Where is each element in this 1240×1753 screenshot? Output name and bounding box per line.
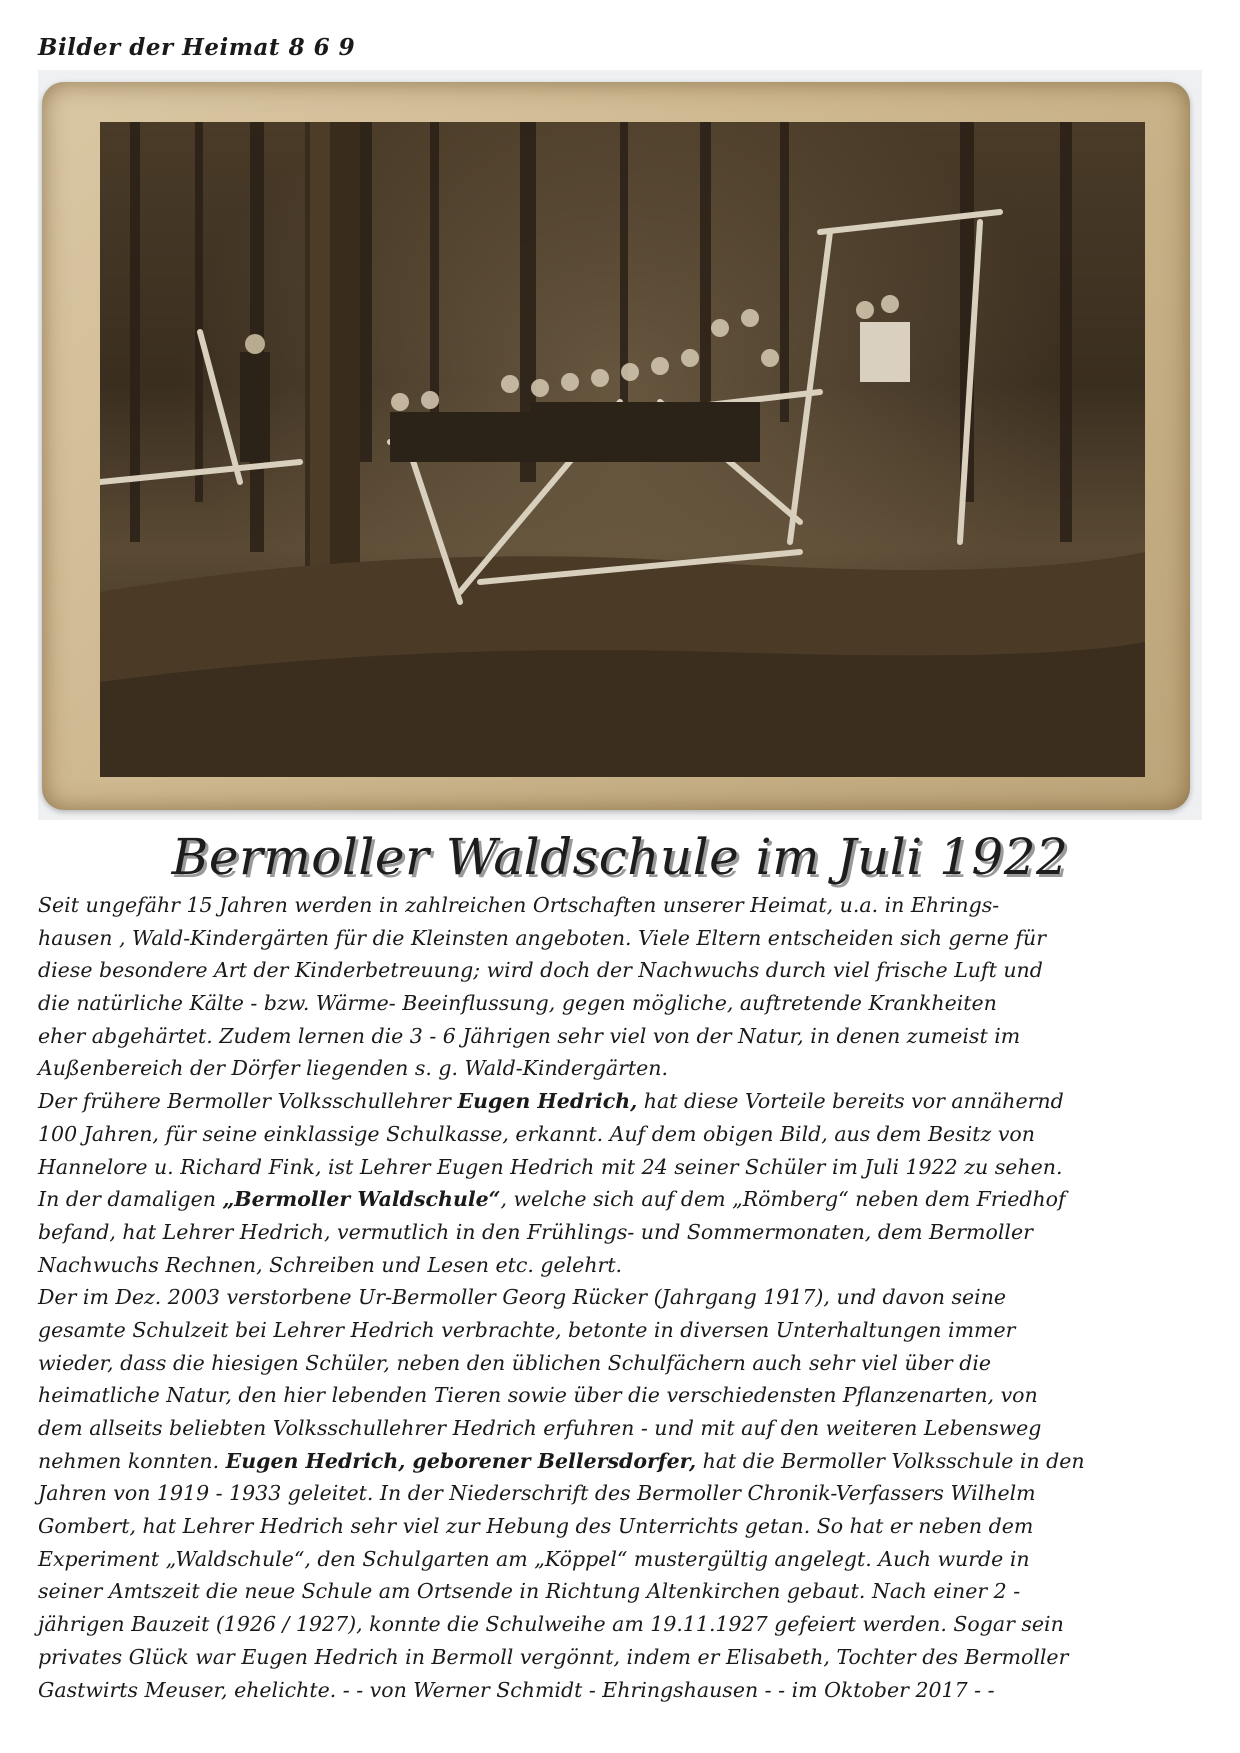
bold-name: Eugen Hedrich, geborener Bellersdorfer, [225, 1448, 697, 1473]
body-line: jährigen Bauzeit (1926 / 1927), konnte die Schulweihe am 19.11.1927 gefeiert werden. Sogar sein [38, 1612, 1064, 1637]
body-line: dem allseits beliebten Volksschullehrer Hedrich erfuhren - und mit auf den weiteren Lebensweg [38, 1416, 1042, 1440]
body-line: Nachwuchs Rechnen, Schreiben und Lesen etc. gelehrt. [38, 1252, 623, 1277]
body-text: In der damaligen [38, 1187, 223, 1212]
series-header: Bilder der Heimat 8 6 9 [38, 34, 356, 61]
body-text: hat diese Vorteile bereits vor annähernd [637, 1089, 1064, 1114]
body-line: Der im Dez. 2003 verstorbene Ur-Bermoller Georg Rücker (Jahrgang 1917), und davon seine [38, 1285, 1007, 1310]
body-line [38, 1085, 1208, 1118]
body-line: Gombert, hat Lehrer Hedrich sehr viel zur Hebung des Unterrichts getan. So hat er neben dem [38, 1514, 1034, 1539]
body-line: Außenbereich der Dörfer liegenden s. g. Wald-Kindergärten. [38, 1056, 669, 1081]
body-line: 100 Jahren, für seine einklassige Schulkasse, erkannt. Auf dem obigen Bild, aus dem Besitz von [38, 1121, 1035, 1146]
body-text: , welche sich auf dem „Römberg“ neben dem Friedhof [500, 1187, 1066, 1212]
body-text: hat die Bermoller Volksschule in den [696, 1448, 1085, 1473]
body-line: eher abgehärtet. Zudem lernen die 3 - 6 Jährigen sehr viel von der Natur, in denen zumeist im [38, 1023, 1021, 1048]
body-line: heimatliche Natur, den hier lebenden Tieren sowie über die verschiedensten Pflanzenarten, von [38, 1383, 1038, 1408]
body-line-signature: Gastwirts Meuser, ehelichte. - - von Werner Schmidt - Ehringshausen - - im Oktober 2017 - - [38, 1677, 995, 1702]
body-line: die natürliche Kälte - bzw. Wärme- Beeinflussung, gegen mögliche, auftretende Krankheiten [38, 991, 997, 1016]
historic-photo-forest-school [100, 122, 1145, 777]
body-line: seiner Amtszeit die neue Schule am Ortsende in Richtung Altenkirchen gebaut. Nach einer 2 - [38, 1579, 1021, 1604]
body-line: befand, hat Lehrer Hedrich, vermutlich in den Frühlings- und Sommermonaten, dem Bermoller [38, 1219, 1033, 1244]
body-line: hausen , Wald-Kindergärten für die Kleinsten angeboten. Viele Eltern entscheiden sich gerne für [38, 925, 1047, 950]
body-line: gesamte Schulzeit bei Lehrer Hedrich verbrachte, betonte in diversen Unterhaltungen immer [38, 1317, 1016, 1342]
bold-name: Eugen Hedrich, [457, 1089, 638, 1114]
body-line: Jahren von 1919 - 1933 geleitet. In der Niederschrift des Bermoller Chronik-Verfassers Wilhelm [38, 1481, 1036, 1506]
body-text: Der frühere Bermoller Volksschullehrer [38, 1089, 458, 1114]
body-line: wieder, dass die hiesigen Schüler, neben den üblichen Schulfächern auch sehr viel über die [38, 1350, 992, 1375]
body-line: Hannelore u. Richard Fink, ist Lehrer Eugen Hedrich mit 24 seiner Schüler im Juli 1922 zu sehen. [38, 1154, 1063, 1179]
body-line: diese besondere Art der Kinderbetreuung; wird doch der Nachwuchs durch viel frische Luft und [38, 958, 1043, 983]
body-line: privates Glück war Eugen Hedrich in Bermoll vergönnt, indem er Elisabeth, Tochter des Bermoller [38, 1644, 1069, 1669]
article-title: Bermoller Waldschule im Juli 1922 [171, 828, 1069, 886]
body-text: nehmen konnten. [38, 1448, 226, 1473]
body-line: Experiment „Waldschule“, den Schulgarten am „Köppel“ mustergültig angelegt. Auch wurde in [38, 1546, 1030, 1571]
body-line: Seit ungefähr 15 Jahren werden in zahlreichen Ortschaften unserer Heimat, u.a. in Ehrings- [38, 893, 1000, 917]
bold-school-name: „Bermoller Waldschule“ [222, 1187, 501, 1212]
article-body [38, 889, 1208, 1706]
body-line [38, 1183, 1208, 1216]
body-line [38, 1445, 1208, 1478]
photo-illustration [100, 122, 1145, 777]
